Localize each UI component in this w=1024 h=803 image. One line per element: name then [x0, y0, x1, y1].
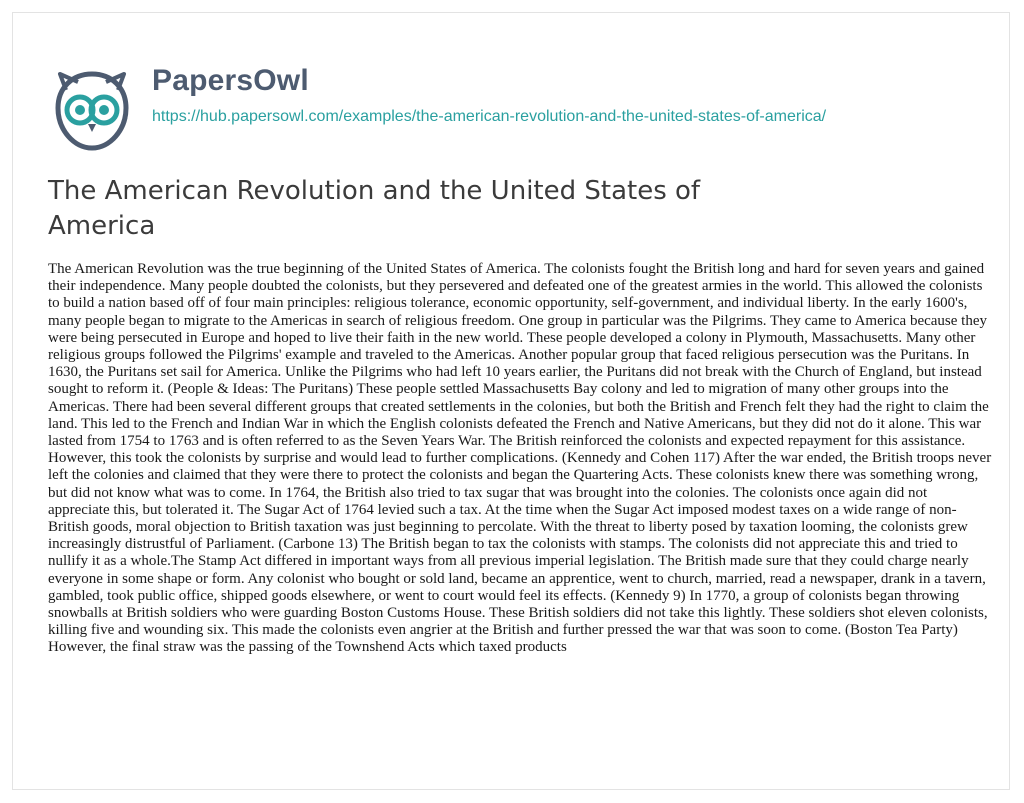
brand-name: PapersOwl [152, 64, 309, 97]
source-url-link[interactable]: https://hub.papersowl.com/examples/the-american-revolution-and-the-united-states-of-america/ [152, 108, 827, 125]
document-body: The American Revolution was the true beginning of the United States of America. The colonists fought the British long and hard for seven years and gained their independence. Many people doubted the colonists, but they persevered and defeated one of the greatest armies in the world. This allowed the colonists to build a nation based off of four main principles: religious tolerance, economic opportunity, self-government, and individual liberty. In the early 1600's, many people began to migrate to the Americas in search of religious freedom. One group in particular was the Pilgrims. They came to America because they were being persecuted in Europe and hoped to live their faith in the new world. These people developed a colony in Plymouth, Massachusetts. Many other religious groups followed the Pilgrims' example and traveled to the Americas. Another popular group that faced religious persecution was the Puritans. In 1630, the Puritans set sail for America. Unlike the Pilgrims who had left 10 years earlier, the Puritans did not break with the Church of England, but instead sought to reform it. (People & Ideas: The Puritans) These people settled Massachusetts Bay colony and led to migration of many other groups into the Americas. There had been several different groups that created settlements in the colonies, but both the British and French felt they had the right to claim the land. This led to the French and Indian War in which the English colonists defeated the French and Native Americans, but they did not do it alone. This war lasted from 1754 to 1763 and is often referred to as the Seven Years War. The British reinforced the colonists and expected repayment for this assistance. However, this took the colonists by surprise and would lead to further complications. (Kennedy and Cohen 117) After the war ended, the British troops never left the colonies and claimed that they were there to protect the colonists and began the Quartering Acts. These colonists knew there was something wrong, but did not know what was to come. In 1764, the British also tried to tax sugar that was brought into the colonies. The colonists once again did not appreciate this, but tolerated it. The Sugar Act of 1764 levied such a tax. At the time when the Sugar Act imposed modest taxes on a wide range of non-British goods, moral objection to British taxation was just beginning to percolate. With the threat to liberty posed by taxation looming, the colonists grew increasingly distrustful of Parliament. (Carbone 13) The British began to tax the colonists with stamps. The colonists did not appreciate this and tried to nullify it as a whole.The Stamp Act differed in important ways from all previous imperial legislation. The British made sure that they could charge nearly everyone in some shape or form. Any colonist who bought or sold land, became an apprentice, went to church, married, read a newspaper, drank in a tavern, gambled, took public office, shipped goods elsewhere, or went to court would feel its effects. (Kennedy 9) In 1770, a group of colonists began throwing snowballs at British soldiers who were guarding Boston Customs House. These British soldiers did not take this lightly. These soldiers shot eleven colonists, killing five and wounding six. This made the colonists even angrier at the British and further pressed the war that was soon to come. (Boston Tea Party) However, the final straw was the passing of the Townshend Acts which taxed products [48, 261, 992, 656]
site-header [48, 56, 928, 156]
owl-icon[interactable] [48, 68, 136, 156]
document-title: The American Revolution and the United States of America [48, 176, 701, 241]
